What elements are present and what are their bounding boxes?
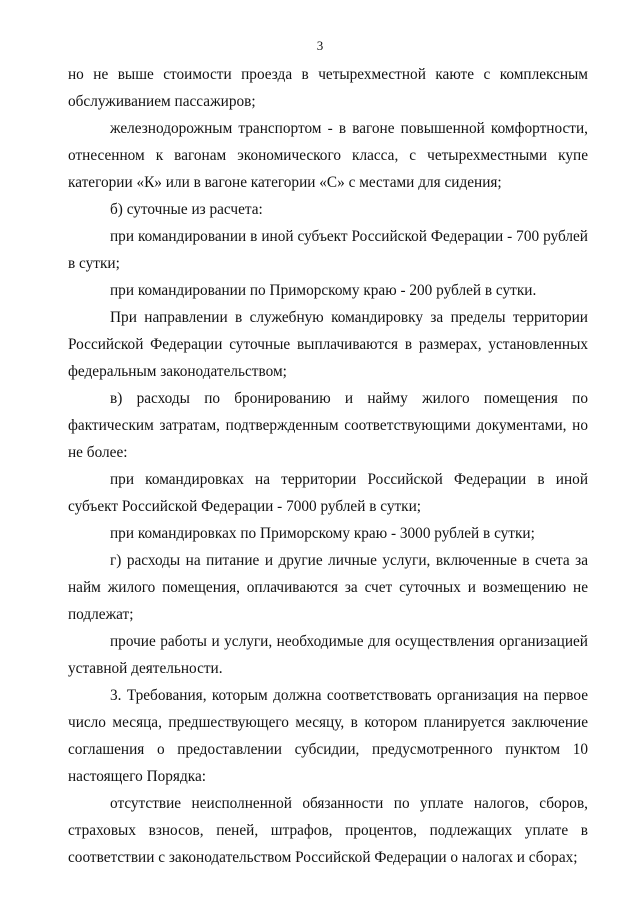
paragraph-continuation: но не выше стоимости проезда в четырехместной каюте с комплексным обслуживанием пассажиров; bbox=[68, 66, 588, 110]
paragraph-meal-expenses: г) расходы на питание и другие личные услуги, включенные в счета за найм жилого помещения, оплачиваются за счет суточных и возмещению не подлежат; bbox=[68, 552, 588, 623]
paragraph-no-tax-debt: отсутствие неисполненной обязанности по уплате налогов, сборов, страховых взносов, пеней, штрафов, процентов, подлежащих уплате в соответствии с законодательством Российской Федерации о налогах и сборах; bbox=[68, 795, 588, 866]
page-number: 3 bbox=[316, 38, 324, 53]
paragraph-housing-expenses: в) расходы по бронированию и найму жилого помещения по фактическим затратам, подтвержденным соответствующими документами, но не более: bbox=[68, 390, 588, 461]
paragraph-housing-primorsky: при командировках по Приморскому краю - 3000 рублей в сутки; bbox=[110, 525, 535, 542]
paragraph-rail-transport: железнодорожным транспортом - в вагоне повышенной комфортности, отнесенном к вагонам экономического класса, с четырехместными купе категории «К» или в вагоне категории «С» с местами для сидения; bbox=[68, 120, 588, 191]
document-body bbox=[68, 61, 588, 871]
paragraph-daily-allowance-heading: б) суточные из расчета: bbox=[110, 201, 263, 218]
paragraph-allowance-abroad: При направлении в служебную командировку за пределы территории Российской Федерации суточные выплачиваются в размерах, установленных федеральным законодательством; bbox=[68, 309, 588, 380]
paragraph-housing-other-region: при командировках на территории Российской Федерации в иной субъект Российской Федерации - 7000 рублей в сутки; bbox=[68, 471, 588, 515]
paragraph-allowance-primorsky: при командировании по Приморскому краю - 200 рублей в сутки. bbox=[110, 282, 537, 299]
paragraph-allowance-other-region: при командировании в иной субъект Российской Федерации - 700 рублей в сутки; bbox=[68, 228, 588, 272]
paragraph-other-works: прочие работы и услуги, необходимые для осуществления организацией уставной деятельности. bbox=[68, 633, 588, 677]
paragraph-requirements: 3. Требования, которым должна соответствовать организация на первое число месяца, предшествующего месяцу, в котором планируется заключение соглашения о предоставлении субсидии, предусмотренного пунктом 10 настоящего Порядка: bbox=[68, 687, 588, 785]
